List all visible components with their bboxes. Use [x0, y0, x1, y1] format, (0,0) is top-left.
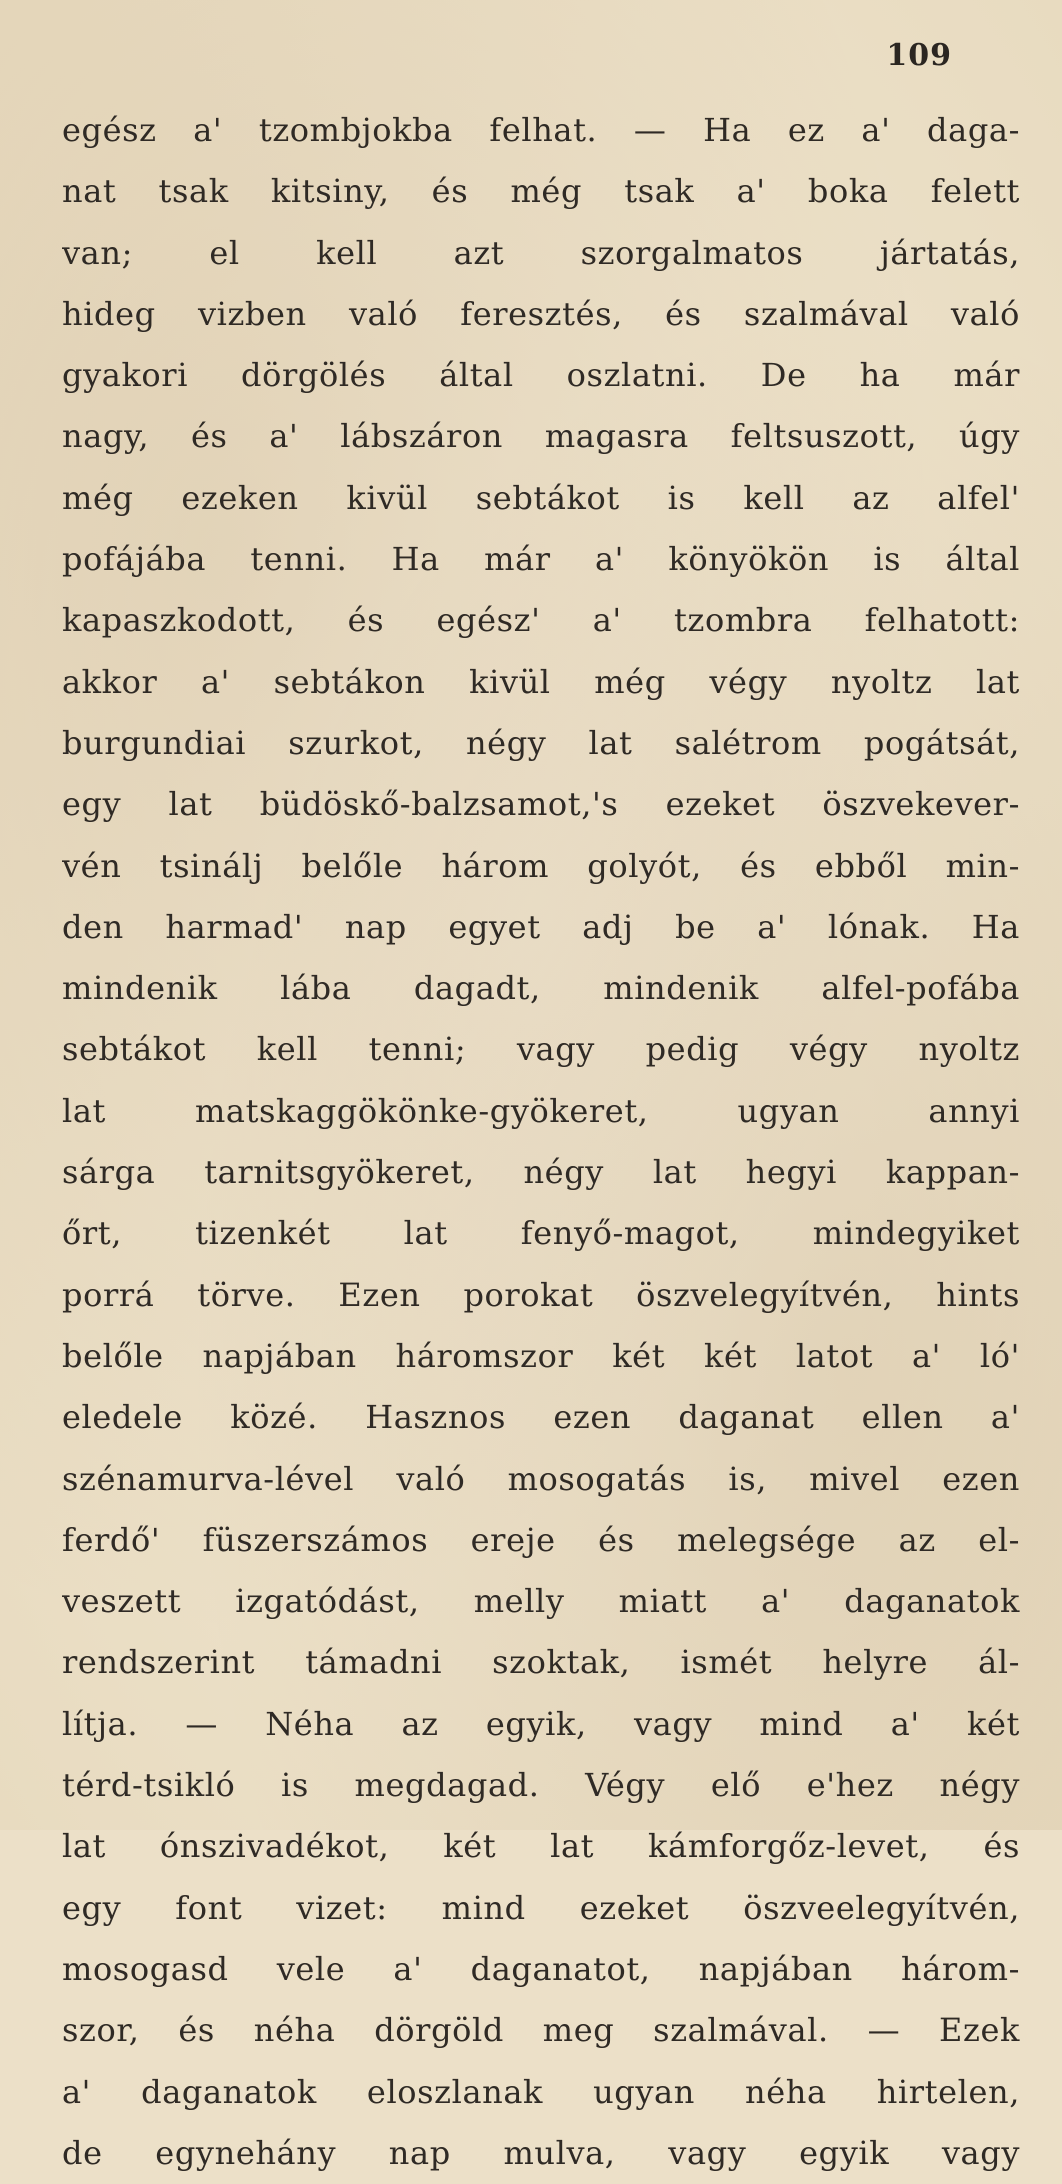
text-line: veszett izgatódást, melly miatt a' daganatok [62, 1582, 1020, 1621]
text-line: térd-tsikló is megdagad. Végy elő e'hez négy [62, 1766, 1020, 1805]
text-line: őrt, tizenkét lat fenyő-magot, mindegyiket [62, 1214, 1020, 1253]
text-line: egy lat büdöskő-balzsamot,'s ezeket öszvekever- [62, 785, 1020, 824]
text-line: mosogasd vele a' daganatot, napjában három- [62, 1949, 1020, 1988]
text-line: sárga tarnitsgyökeret, négy lat hegyi kappan- [62, 1153, 1020, 1192]
text-line: nat tsak kitsiny, és még tsak a' boka felett [62, 172, 1020, 211]
text-line: burgundiai szurkot, négy lat salétrom pogátsát, [62, 723, 1020, 762]
text-line: van; el kell azt szorgalmatos jártatás, [62, 233, 1020, 272]
text-line: de egynehány nap mulva, vagy egyik vagy [62, 2133, 1020, 2172]
text-line: mindenik lába dagadt, mindenik alfel-pofába [62, 969, 1020, 1008]
text-line: ferdő' füszerszámos ereje és melegsége az el- [62, 1520, 1020, 1559]
text-line: hideg vizben való feresztés, és szalmával való [62, 294, 1020, 333]
text-line: vén tsinálj belőle három golyót, és ebből min- [62, 846, 1020, 885]
text-line: pofájába tenni. Ha már a' könyökön is által [62, 540, 1020, 579]
text-line: a' daganatok eloszlanak ugyan néha hirtelen, [62, 2072, 1020, 2111]
text-line: egész a' tzombjokba felhat. — Ha ez a' daga- [62, 111, 1020, 149]
body-text [62, 100, 1020, 2184]
text-line: den harmad' nap egyet adj be a' lónak. Ha [62, 907, 1020, 946]
text-line: gyakori dörgölés által oszlatni. De ha már [62, 356, 1020, 395]
text-line: egy font vizet: mind ezeket öszveelegyítvén, [62, 1888, 1020, 1927]
text-line: akkor a' sebtákon kivül még végy nyoltz lat [62, 662, 1020, 701]
text-line: lítja. — Néha az egyik, vagy mind a' két [62, 1704, 1020, 1743]
text-line: sebtákot kell tenni; vagy pedig végy nyoltz [62, 1030, 1020, 1069]
text-line: eledele közé. Hasznos ezen daganat ellen a' [62, 1398, 1020, 1437]
page-number: 109 [886, 38, 952, 73]
text-line: rendszerint támadni szoktak, ismét helyre ál- [62, 1643, 1020, 1682]
text-line: még ezeken kivül sebtákot is kell az alfel' [62, 478, 1020, 517]
text-line: nagy, és a' lábszáron magasra feltsuszott, úgy [62, 417, 1020, 456]
text-line: lat matskaggökönke-gyökeret, ugyan annyi [62, 1091, 1020, 1130]
text-line: szor, és néha dörgöld meg szalmával. — Ezek [62, 2011, 1020, 2050]
text-line: belőle napjában háromszor két két latot a' ló' [62, 1336, 1020, 1375]
text-line: porrá törve. Ezen porokat öszvelegyítvén, hints [62, 1275, 1020, 1314]
text-line: szénamurva-lével való mosogatás is, mivel ezen [62, 1459, 1020, 1498]
text-line: kapaszkodott, és egész' a' tzombra felhatott: [62, 601, 1020, 640]
text-line: lat ónszivadékot, két lat kámforgőz-levet, és [62, 1827, 1020, 1866]
